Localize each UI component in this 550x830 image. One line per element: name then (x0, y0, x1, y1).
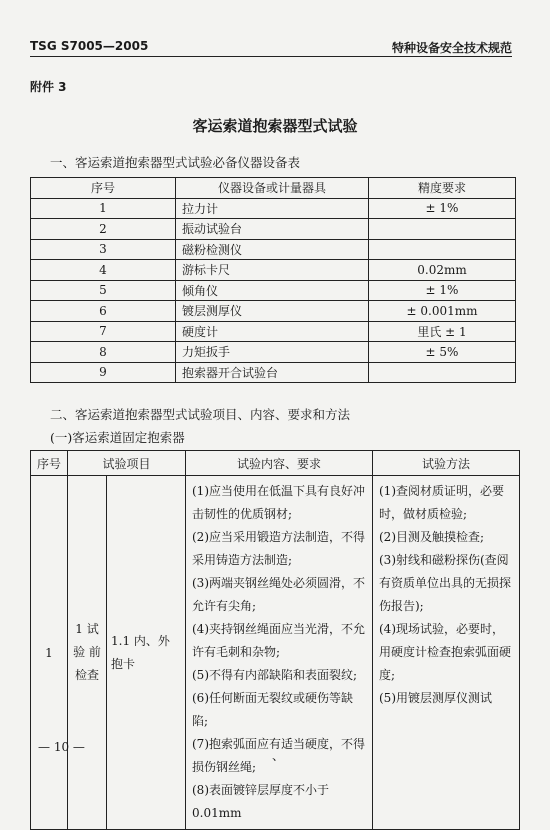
table-cell (369, 219, 516, 240)
column-header: 序号 (31, 178, 176, 199)
table-row (31, 301, 516, 322)
page-title: 客运索道抱索器型式试验 (192, 117, 358, 135)
attachment-label: 附件 3 (30, 80, 67, 94)
table-cell: 6 (31, 301, 176, 322)
content-line: (6)任何断面无裂纹或硬伤等缺陷; (192, 691, 353, 728)
content-line: (3)两端夹钢丝绳处必须圆滑，不允许有尖角; (192, 576, 365, 613)
table-cell: 4 (31, 260, 176, 281)
table-cell: 9 (31, 362, 176, 383)
table-row (31, 198, 516, 219)
method-line: (1)查阅材质证明，必要时，做材质检验; (379, 484, 504, 521)
table-row (31, 362, 516, 383)
table-cell: ± 5% (369, 342, 516, 363)
content-line: (5)不得有内部缺陷和表面裂纹; (192, 668, 358, 682)
standard-code: TSG S7005—2005 (30, 39, 149, 53)
column-header: 仪器设备或计量器具 (176, 178, 369, 199)
table-cell: 里氏 ± 1 (369, 321, 516, 342)
table-cell (369, 239, 516, 260)
test-category: 1 试验 前 检查 (68, 476, 107, 830)
method-line: (2)目测及触摸检查; (379, 530, 485, 544)
table-row (31, 321, 516, 342)
table-cell: 游标卡尺 (176, 260, 369, 281)
table-row (31, 342, 516, 363)
table-header-row (31, 451, 520, 476)
table-cell: ± 1% (369, 198, 516, 219)
table-cell: 磁粉检测仪 (176, 239, 369, 260)
table-cell: 7 (31, 321, 176, 342)
table-cell: 拉力计 (176, 198, 369, 219)
method-line: (3)射线和磁粉探伤(查阅有资质单位出具的无损探伤报告); (379, 553, 512, 613)
column-header: 精度要求 (369, 178, 516, 199)
table-row (31, 260, 516, 281)
test-content (186, 476, 373, 830)
table-row (31, 280, 516, 301)
table-row (31, 476, 520, 830)
table-cell: 硬度计 (176, 321, 369, 342)
column-header: 试验项目 (68, 451, 186, 476)
table-header-row (31, 178, 516, 199)
test-method (373, 476, 520, 830)
table-cell (369, 362, 516, 383)
table-cell: 力矩扳手 (176, 342, 369, 363)
table-cell: 5 (31, 280, 176, 301)
table-row (31, 219, 516, 240)
table-cell: ± 0.001mm (369, 301, 516, 322)
test-item: 1.1 内、外抱卡 (107, 476, 186, 830)
content-line: (4)夹持钢丝绳面应当光滑，不允许有毛刺和杂物; (192, 622, 365, 659)
subsection-heading: (一)客运索道固定抱索器 (50, 430, 185, 445)
method-line: (4)现场试验，必要时，用硬度计检查抱索弧面硬度; (379, 622, 512, 682)
page-number: — 10 — (38, 740, 85, 754)
table-cell: ± 1% (369, 280, 516, 301)
test-items-table (30, 450, 520, 830)
table-cell: 镀层测厚仪 (176, 301, 369, 322)
equipment-table (30, 177, 516, 383)
table-cell: 3 (31, 239, 176, 260)
method-line: (5)用镀层测厚仪测试 (379, 691, 492, 705)
table-cell: 0.02mm (369, 260, 516, 281)
page-header (30, 36, 512, 57)
column-header: 试验内容、要求 (186, 451, 373, 476)
table-cell: 2 (31, 219, 176, 240)
table-row (31, 239, 516, 260)
row-number: 1 (31, 476, 68, 830)
column-header: 试验方法 (373, 451, 520, 476)
content-line: (1)应当使用在低温下具有良好冲击韧性的优质钢材; (192, 484, 365, 521)
table-cell: 1 (31, 198, 176, 219)
column-header: 序号 (31, 451, 68, 476)
content-line: (2)应当采用锻造方法制造，不得采用铸造方法制造; (192, 530, 365, 567)
section-heading-1: 一、客运索道抱索器型式试验必备仪器设备表 (50, 155, 301, 170)
table-cell: 振动试验台 (176, 219, 369, 240)
table-cell: 倾角仪 (176, 280, 369, 301)
content-line: (8)表面镀锌层厚度不小于 0.01mm (192, 783, 329, 820)
content-line: (7)抱索弧面应有适当硬度，不得损伤钢丝绳; (192, 737, 365, 774)
table-cell: 抱索器开合试验台 (176, 362, 369, 383)
section-heading-2: 二、客运索道抱索器型式试验项目、内容、要求和方法 (50, 407, 351, 422)
stray-mark: 、 (272, 749, 285, 763)
table-cell: 8 (31, 342, 176, 363)
spec-category: 特种设备安全技术规范 (391, 41, 512, 55)
